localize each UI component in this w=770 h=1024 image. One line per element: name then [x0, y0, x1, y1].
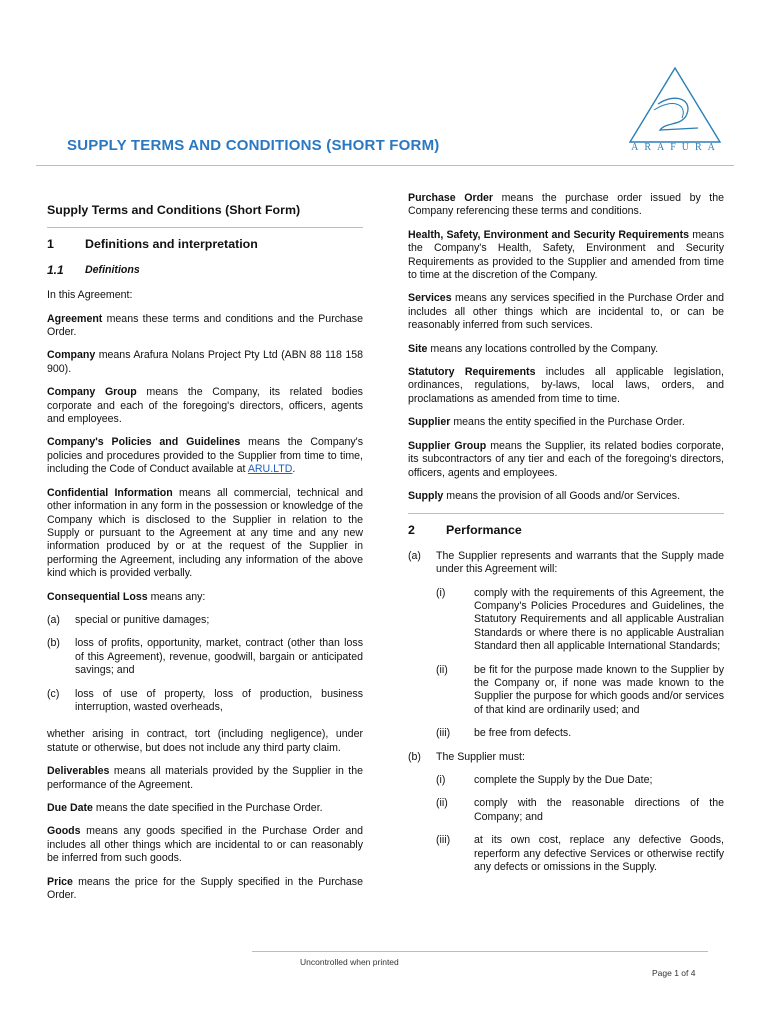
definition-site: Site means any locations controlled by the Company. — [408, 342, 659, 355]
list-item: (ii) be fit for the purpose made known to the Supplier by the Company or, if none was made known to the Supplier the purpose for which goods and/or services of that kind are ordinarily used; and — [436, 663, 724, 716]
section-title: Performance — [446, 523, 522, 538]
definition-supplier-group: Supplier Group means the Supplier, its related bodies corporate, its subcontractors of any tier and each of the foregoing's directors, officers, agents and employees. — [408, 439, 724, 479]
definition-policies: Company's Policies and Guidelines means the Company's policies and procedures provided to the Supplier from time to time, including the Code of Conduct available at ARU.LTD. — [47, 436, 363, 476]
form-title: Supply Terms and Conditions (Short Form) — [47, 203, 301, 217]
consequential-loss-qualifier: whether arising in contract, tort (including negligence), under statute or otherwise, but does not include any third party claim. — [47, 728, 363, 754]
list-item: (ii) comply with the reasonable directions of the Company; and — [436, 797, 724, 823]
list-item: (c) loss of use of property, loss of production, business interruption, wasted overheads, — [47, 687, 363, 713]
definitions-intro: In this Agreement: — [47, 289, 133, 302]
definition-company: Company means Arafura Nolans Project Pty Ltd (ABN 88 118 158 900). — [47, 349, 363, 375]
definition-price: Price means the price for the Supply specified in the Purchase Order. — [47, 875, 363, 902]
section-1-1-heading — [47, 264, 363, 277]
definition-purchase-order: Purchase Order means the purchase order issued by the Company referencing these terms and conditions. — [408, 192, 724, 218]
clause-2a: (a) The Supplier represents and warrants that the Supply made under this Agreement will: — [408, 549, 724, 576]
uncontrolled-note: Uncontrolled when printed — [300, 957, 399, 967]
definition-hse-requirements: Health, Safety, Environment and Security Requirements means the Company's Health, Safety, Environment and Security Requirements as provided to the Supplier and amended from time to time at the discretion of the Company. — [408, 228, 724, 282]
list-item: (iii) at its own cost, replace any defective Goods, reperform any defective Services or otherwise rectify any defects or omissions in the Supply. — [436, 834, 724, 874]
list-item: (a) special or punitive damages; — [47, 613, 210, 626]
section-number: 2 — [408, 523, 415, 538]
section-number: 1 — [47, 237, 54, 252]
list-item: (b) loss of profits, opportunity, market, contract (other than loss of this Agreement), revenue, goodwill, bargain or anticipated savings; and — [47, 637, 363, 677]
clause-2b: (b) The Supplier must: — [408, 750, 525, 763]
subsection-number: 1.1 — [47, 262, 64, 277]
definition-confidential-information: Confidential Information means all commercial, technical and other information in any form in the possession or knowledge of the Company which is disclosed to the Supplier in relation to the Supply or pursuant to the Agreement at any time and any new information produced by or at the request of the Supplier in performing the Agreement, including any information of the above kind which is provided verbally. — [47, 486, 363, 580]
title-divider — [47, 227, 363, 228]
header-divider — [36, 165, 734, 166]
document-title: SUPPLY TERMS AND CONDITIONS (SHORT FORM) — [67, 137, 440, 154]
footer-divider — [252, 951, 708, 952]
section-2-heading — [408, 524, 724, 537]
definition-goods: Goods means any goods specified in the Purchase Order and includes all other things which are incidental to or can reasonably be inferred from such goods. — [47, 825, 363, 865]
subsection-title: Definitions — [85, 263, 140, 276]
definition-due-date: Due Date means the date specified in the Purchase Order. — [47, 802, 323, 814]
code-of-conduct-link[interactable]: ARU.LTD — [247, 463, 293, 476]
list-item: (i) complete the Supply by the Due Date; — [436, 774, 653, 786]
page-number: Page 1 of 4 — [652, 968, 696, 978]
left-column — [47, 204, 363, 912]
definition-consequential-loss: Consequential Loss means any: — [47, 590, 206, 603]
list-item: (i) comply with the requirements of this Agreement, the Company's Policies Procedures and Guidelines, the Statutory Requirements and all applicable Australian Standards or where there is no applicable Australian Standard then all applicable International Standards; — [436, 586, 724, 653]
section-1-heading — [47, 238, 363, 251]
definition-services: Services means any services specified in the Purchase Order and includes all other things which are incidental to, or can be reasonably inferred from such services. — [408, 292, 724, 332]
section-title: Definitions and interpretation — [85, 237, 258, 252]
definition-company-group: Company Group means the Company, its related bodies corporate and each of the foregoing's directors, officers, agents and employees. — [47, 386, 363, 426]
right-column — [408, 192, 724, 884]
definition-supply: Supply means the provision of all Goods and/or Services. — [408, 489, 681, 502]
definition-statutory-requirements: Statutory Requirements includes all applicable legislation, ordinances, regulations, by-laws, local laws, orders, and proclamations as amended from time to time. — [408, 366, 724, 405]
list-item: (iii) be free from defects. — [436, 727, 572, 740]
definition-deliverables: Deliverables means all materials provided by the Supplier in the performance of the Agreement. — [47, 765, 363, 791]
definition-agreement: Agreement means these terms and conditions and the Purchase Order. — [47, 312, 363, 339]
section-divider — [408, 513, 724, 514]
logo-wordmark: ARAFURA — [631, 142, 721, 153]
definition-supplier: Supplier means the entity specified in the Purchase Order. — [408, 416, 685, 429]
